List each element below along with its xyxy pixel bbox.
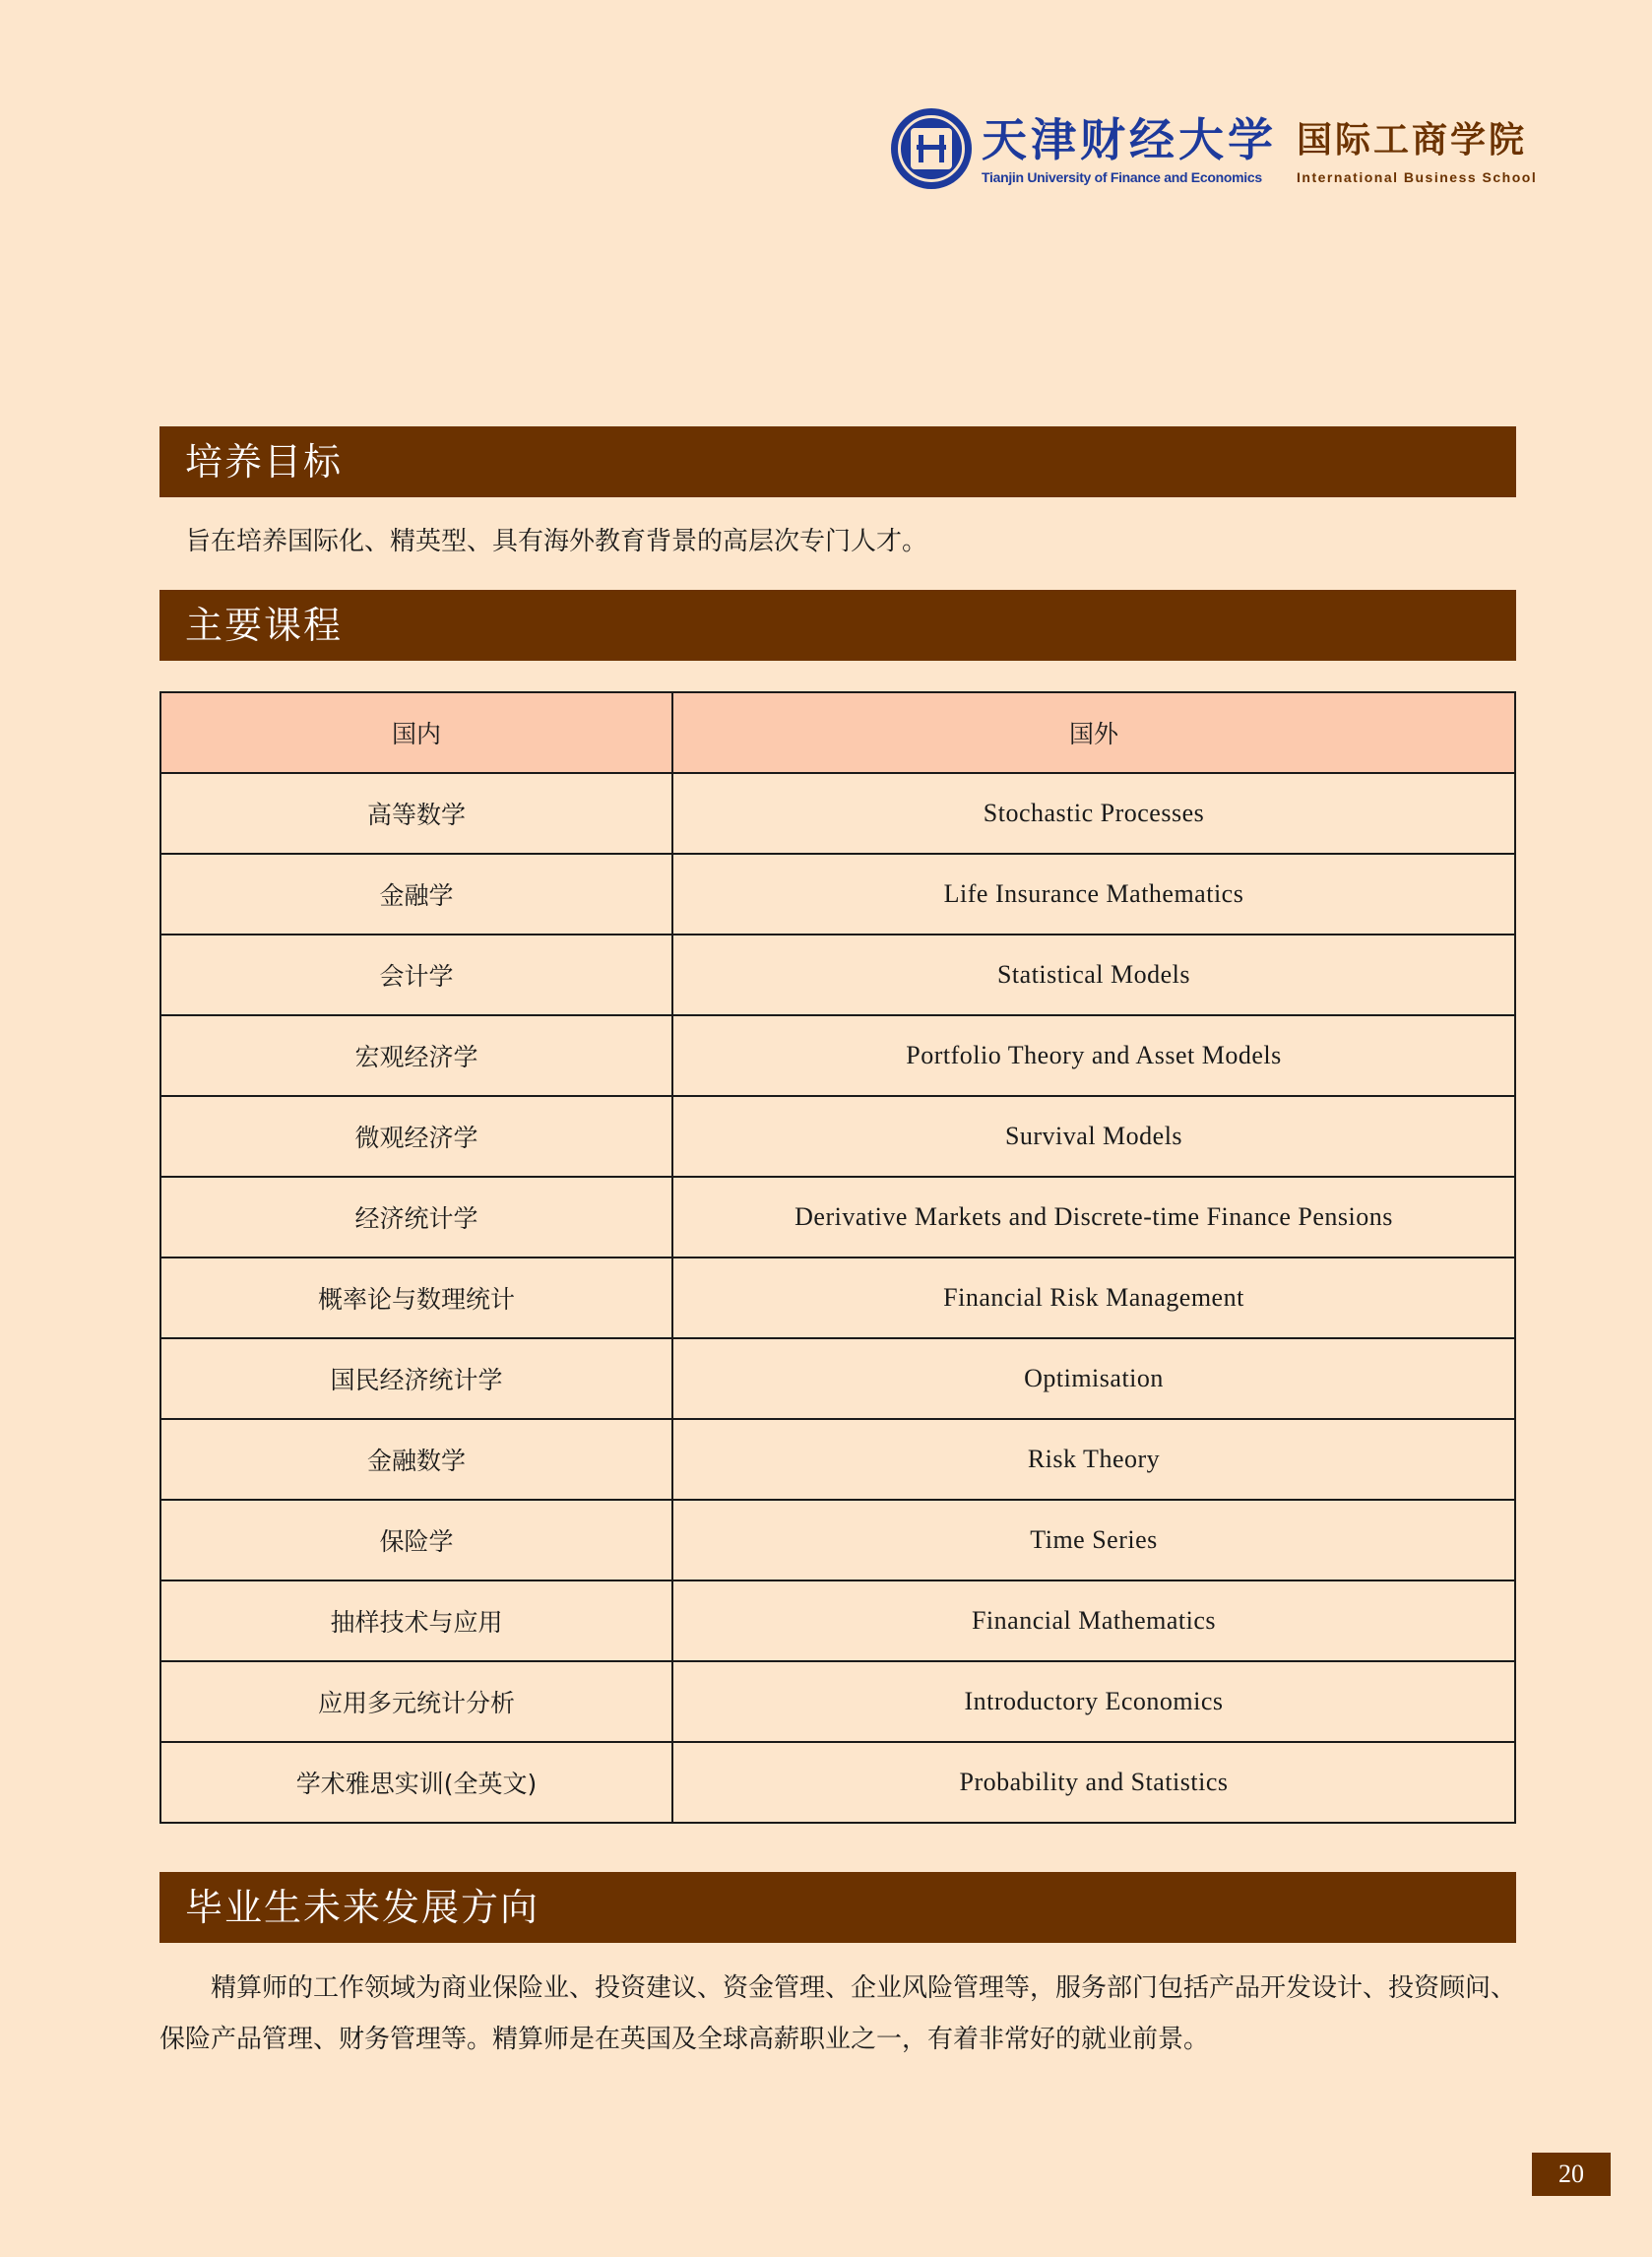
domestic-course: 金融数学 [160, 1419, 672, 1500]
foreign-course: Probability and Statistics [672, 1742, 1515, 1823]
foreign-course: Portfolio Theory and Asset Models [672, 1015, 1515, 1096]
table-row [160, 1257, 1515, 1338]
table-row [160, 773, 1515, 854]
future-text: 精算师的工作领域为商业保险业、投资建议、资金管理、企业风险管理等，服务部门包括产品开发设计、投资顾问、保险产品管理、财务管理等。精算师是在英国及全球高薪职业之一，有着非常好的就业前景。 [159, 1973, 1517, 2054]
table-row [160, 1338, 1515, 1419]
foreign-course: Statistical Models [672, 935, 1515, 1015]
school-name [1297, 112, 1537, 185]
university-name-en: Tianjin University of Finance and Economics [982, 169, 1262, 185]
column-header-foreign: 国外 [672, 692, 1515, 773]
school-name-cn: 国际工商学院 [1297, 119, 1528, 161]
foreign-course: Survival Models [672, 1096, 1515, 1177]
foreign-course: Financial Risk Management [672, 1257, 1515, 1338]
university-name [982, 112, 1277, 185]
foreign-course: Risk Theory [672, 1419, 1515, 1500]
table-header-row [160, 692, 1515, 773]
table-row [160, 1177, 1515, 1257]
domestic-course: 保险学 [160, 1500, 672, 1580]
foreign-course: Derivative Markets and Discrete-time Finance Pensions [672, 1177, 1515, 1257]
school-name-en: International Business School [1297, 169, 1538, 185]
foreign-course: Financial Mathematics [672, 1580, 1515, 1661]
foreign-course: Stochastic Processes [672, 773, 1515, 854]
university-name-cn: 天津财经大学 [982, 113, 1277, 166]
table-row [160, 1015, 1515, 1096]
domestic-course: 高等数学 [160, 773, 672, 854]
table-row [160, 1661, 1515, 1742]
domestic-course: 微观经济学 [160, 1096, 672, 1177]
domestic-course: 抽样技术与应用 [160, 1580, 672, 1661]
table-row [160, 1096, 1515, 1177]
table-row [160, 1500, 1515, 1580]
domestic-course: 经济统计学 [160, 1177, 672, 1257]
domestic-course: 宏观经济学 [160, 1015, 672, 1096]
courses-table [159, 691, 1516, 1824]
table-row [160, 1580, 1515, 1661]
foreign-course: Time Series [672, 1500, 1515, 1580]
column-header-domestic: 国内 [160, 692, 672, 773]
section-title-future: 毕业生未来发展方向 [159, 1872, 1516, 1943]
domestic-course: 国民经济统计学 [160, 1338, 672, 1419]
foreign-course: Introductory Economics [672, 1661, 1515, 1742]
foreign-course: Optimisation [672, 1338, 1515, 1419]
goal-text: 旨在培养国际化、精英型、具有海外教育背景的高层次专门人才。 [185, 527, 928, 556]
domestic-course: 学术雅思实训(全英文) [160, 1742, 672, 1823]
domestic-course: 金融学 [160, 854, 672, 935]
page-number: 20 [1532, 2153, 1611, 2196]
section-title-goal: 培养目标 [159, 426, 1516, 497]
foreign-course: Life Insurance Mathematics [672, 854, 1515, 935]
domestic-course: 应用多元统计分析 [160, 1661, 672, 1742]
domestic-course: 概率论与数理统计 [160, 1257, 672, 1338]
page-header [891, 108, 1537, 189]
table-row [160, 1419, 1515, 1500]
table-row [160, 854, 1515, 935]
university-seal-icon [891, 108, 972, 189]
section-title-courses: 主要课程 [159, 590, 1516, 661]
domestic-course: 会计学 [160, 935, 672, 1015]
table-row [160, 935, 1515, 1015]
table-row [160, 1742, 1515, 1823]
